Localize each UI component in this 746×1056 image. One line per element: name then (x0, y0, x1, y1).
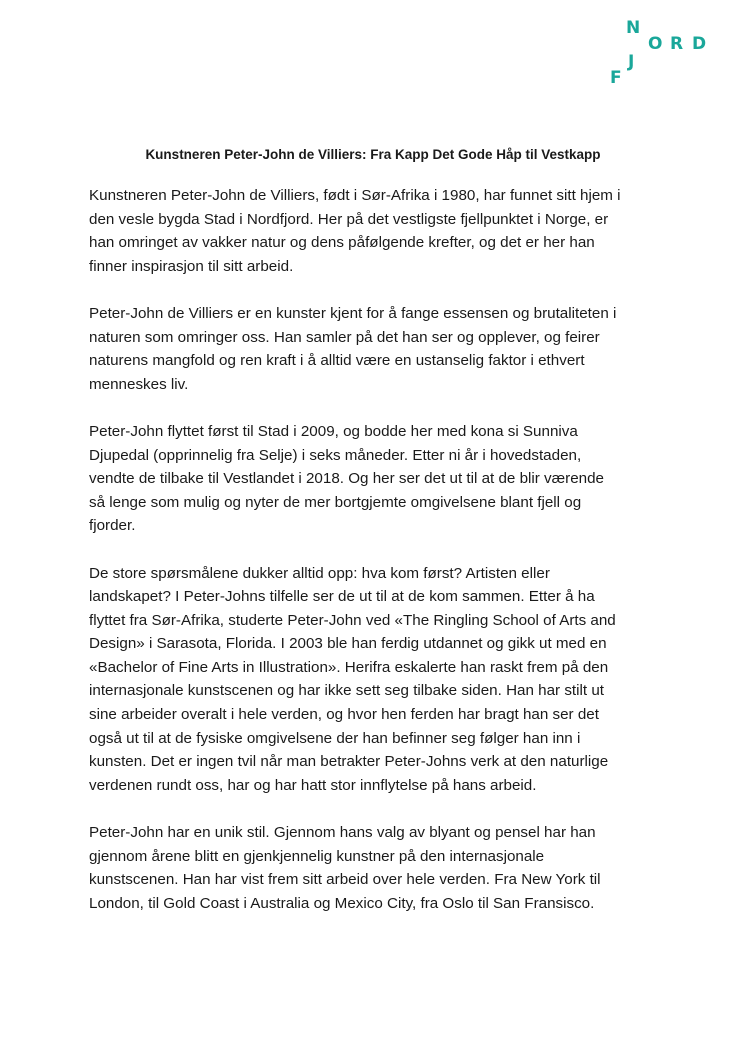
logo-letter-j: J (628, 52, 635, 72)
paragraph: Kunstneren Peter-John de Villiers, født i Sør-Afrika i 1980, har funnet sitt hjem i den vesle bygda Stad i Nordfjord. Her på det vestligste fjellpunktet i Norge, er han omringet av vakker natur og dens påfølgende krefter, og det er her han finner inspirasjon til sitt arbeid. (89, 187, 621, 275)
paragraph: Peter-John flyttet først til Stad i 2009, og bodde her med kona si Sunniva Djupedal (opprinnelig fra Selje) i seks måneder. Etter ni år i hovedstaden, vendte de tilbake til Vestlandet i 2018. Og her ser det ut til at de blir værende så lenge som mulig og nyter de mer bortgjemte omgivelsene blant fjell og fjorder. (89, 422, 604, 535)
paragraph: De store spørsmålene dukker alltid opp: hva kom først? Artisten eller landskapet? I Peter-Johns tilfelle ser de ut til at de kom sammen. Etter å ha flyttet fra Sør-Afrika, studerte Peter-John ved «The Ringling School of Arts and Design» i Sarasota, Florida. I 2003 ble han ferdig utdannet og gikk ut med en «Bachelor of Fine Arts in Illustration». Herifra eskalerte han raskt frem på den internasjonale kunstscenen og har ikke sett seg tilbake siden. Han har stilt ut sine arbeider overalt i hele verden, og hvor hen ferden har bragt han ser det også ut til at de fysiske omgivelsene der han befinner seg følger han inn i kunsten. Det er ingen tvil når man betrakter Peter-Johns verk at den naturlige verdenen rundt oss, har og har hatt stor innflytelse på hans arbeid. (89, 564, 616, 794)
paragraph: Peter-John har en unik stil. Gjennom hans valg av blyant og pensel har han gjennom årene blitt en gjenkjennelig kunstner på den internasjonale kunstscenen. Han har vist frem sitt arbeid over hele verden. Fra New York til London, til Gold Coast i Australia og Mexico City, fra Oslo til San Fransisco. (89, 824, 601, 912)
logo-letter-r: R (670, 34, 684, 54)
document-title: Kunstneren Peter-John de Villiers: Fra Kapp Det Gode Håp til Vestkapp (145, 147, 601, 162)
nordfjord-logo (608, 16, 728, 86)
logo-letter-o: O (648, 34, 663, 54)
logo-letter-f: F (610, 68, 622, 88)
logo-letter-d: D (692, 34, 707, 54)
paragraph: Peter-John de Villiers er en kunster kjent for å fange essensen og brutaliteten i naturen som omringer oss. Han samler på det han ser og opplever, og feirer naturens mangfold og ren kraft i å alltid være en ustanselig faktor i ethvert menneskes liv. (89, 304, 617, 393)
logo-letter-n: N (626, 18, 641, 38)
document-body (89, 184, 669, 939)
